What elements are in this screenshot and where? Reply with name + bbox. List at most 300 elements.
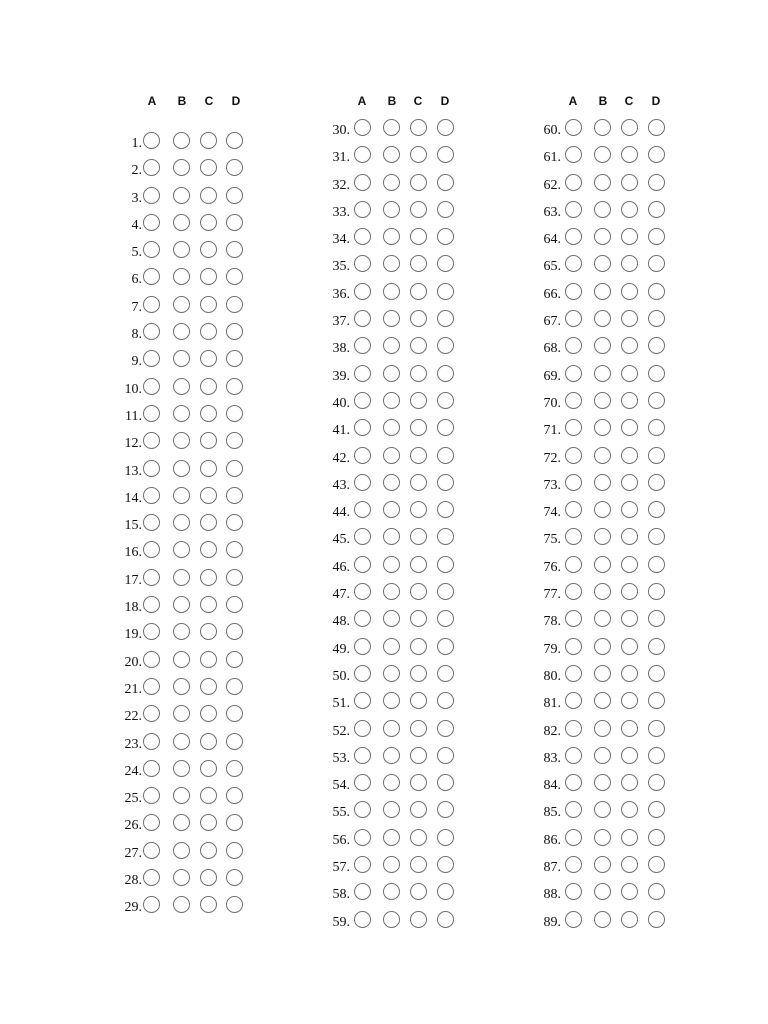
answer-bubble-d[interactable] bbox=[226, 541, 243, 558]
answer-bubble-a[interactable] bbox=[565, 692, 582, 709]
answer-bubble-d[interactable] bbox=[648, 365, 665, 382]
answer-bubble-b[interactable] bbox=[594, 392, 611, 409]
answer-bubble-d[interactable] bbox=[437, 119, 454, 136]
answer-bubble-d[interactable] bbox=[226, 159, 243, 176]
answer-bubble-c[interactable] bbox=[410, 255, 427, 272]
answer-bubble-a[interactable] bbox=[565, 747, 582, 764]
answer-bubble-c[interactable] bbox=[410, 774, 427, 791]
answer-bubble-c[interactable] bbox=[621, 911, 638, 928]
answer-bubble-a[interactable] bbox=[565, 528, 582, 545]
answer-bubble-b[interactable] bbox=[173, 787, 190, 804]
answer-bubble-a[interactable] bbox=[143, 350, 160, 367]
answer-bubble-d[interactable] bbox=[648, 747, 665, 764]
answer-bubble-c[interactable] bbox=[621, 774, 638, 791]
answer-bubble-a[interactable] bbox=[565, 856, 582, 873]
answer-bubble-d[interactable] bbox=[648, 201, 665, 218]
answer-bubble-b[interactable] bbox=[594, 474, 611, 491]
answer-bubble-b[interactable] bbox=[594, 774, 611, 791]
answer-bubble-a[interactable] bbox=[143, 842, 160, 859]
answer-bubble-b[interactable] bbox=[594, 883, 611, 900]
answer-bubble-a[interactable] bbox=[565, 310, 582, 327]
answer-bubble-d[interactable] bbox=[648, 474, 665, 491]
answer-bubble-b[interactable] bbox=[594, 720, 611, 737]
answer-bubble-c[interactable] bbox=[200, 787, 217, 804]
answer-bubble-b[interactable] bbox=[383, 665, 400, 682]
answer-bubble-c[interactable] bbox=[410, 174, 427, 191]
answer-bubble-c[interactable] bbox=[200, 705, 217, 722]
answer-bubble-c[interactable] bbox=[621, 638, 638, 655]
answer-bubble-a[interactable] bbox=[354, 228, 371, 245]
answer-bubble-b[interactable] bbox=[594, 310, 611, 327]
answer-bubble-c[interactable] bbox=[200, 378, 217, 395]
answer-bubble-d[interactable] bbox=[437, 856, 454, 873]
answer-bubble-d[interactable] bbox=[437, 665, 454, 682]
answer-bubble-a[interactable] bbox=[143, 787, 160, 804]
answer-bubble-a[interactable] bbox=[354, 392, 371, 409]
answer-bubble-a[interactable] bbox=[565, 337, 582, 354]
answer-bubble-d[interactable] bbox=[437, 638, 454, 655]
answer-bubble-a[interactable] bbox=[354, 747, 371, 764]
answer-bubble-d[interactable] bbox=[648, 720, 665, 737]
answer-bubble-b[interactable] bbox=[383, 228, 400, 245]
answer-bubble-d[interactable] bbox=[226, 760, 243, 777]
answer-bubble-a[interactable] bbox=[354, 310, 371, 327]
answer-bubble-a[interactable] bbox=[565, 392, 582, 409]
answer-bubble-a[interactable] bbox=[354, 255, 371, 272]
answer-bubble-d[interactable] bbox=[226, 569, 243, 586]
answer-bubble-c[interactable] bbox=[621, 583, 638, 600]
answer-bubble-c[interactable] bbox=[410, 856, 427, 873]
answer-bubble-c[interactable] bbox=[200, 651, 217, 668]
answer-bubble-a[interactable] bbox=[354, 801, 371, 818]
answer-bubble-c[interactable] bbox=[200, 814, 217, 831]
answer-bubble-c[interactable] bbox=[410, 692, 427, 709]
answer-bubble-c[interactable] bbox=[200, 296, 217, 313]
answer-bubble-d[interactable] bbox=[648, 638, 665, 655]
answer-bubble-a[interactable] bbox=[565, 883, 582, 900]
answer-bubble-b[interactable] bbox=[594, 119, 611, 136]
answer-bubble-a[interactable] bbox=[143, 487, 160, 504]
answer-bubble-a[interactable] bbox=[565, 556, 582, 573]
answer-bubble-a[interactable] bbox=[354, 829, 371, 846]
answer-bubble-c[interactable] bbox=[621, 283, 638, 300]
answer-bubble-d[interactable] bbox=[226, 241, 243, 258]
answer-bubble-a[interactable] bbox=[143, 432, 160, 449]
answer-bubble-d[interactable] bbox=[437, 146, 454, 163]
answer-bubble-a[interactable] bbox=[354, 856, 371, 873]
answer-bubble-a[interactable] bbox=[143, 268, 160, 285]
answer-bubble-c[interactable] bbox=[410, 474, 427, 491]
answer-bubble-d[interactable] bbox=[648, 119, 665, 136]
answer-bubble-c[interactable] bbox=[410, 528, 427, 545]
answer-bubble-c[interactable] bbox=[200, 596, 217, 613]
answer-bubble-d[interactable] bbox=[226, 623, 243, 640]
answer-bubble-a[interactable] bbox=[354, 119, 371, 136]
answer-bubble-b[interactable] bbox=[383, 638, 400, 655]
answer-bubble-a[interactable] bbox=[354, 419, 371, 436]
answer-bubble-d[interactable] bbox=[437, 419, 454, 436]
answer-bubble-a[interactable] bbox=[143, 569, 160, 586]
answer-bubble-c[interactable] bbox=[621, 474, 638, 491]
answer-bubble-d[interactable] bbox=[226, 405, 243, 422]
answer-bubble-d[interactable] bbox=[226, 896, 243, 913]
answer-bubble-b[interactable] bbox=[173, 760, 190, 777]
answer-bubble-b[interactable] bbox=[383, 174, 400, 191]
answer-bubble-c[interactable] bbox=[200, 896, 217, 913]
answer-bubble-b[interactable] bbox=[383, 747, 400, 764]
answer-bubble-b[interactable] bbox=[173, 896, 190, 913]
answer-bubble-c[interactable] bbox=[621, 365, 638, 382]
answer-bubble-d[interactable] bbox=[437, 255, 454, 272]
answer-bubble-c[interactable] bbox=[200, 678, 217, 695]
answer-bubble-c[interactable] bbox=[410, 610, 427, 627]
answer-bubble-b[interactable] bbox=[594, 692, 611, 709]
answer-bubble-a[interactable] bbox=[354, 174, 371, 191]
answer-bubble-b[interactable] bbox=[594, 583, 611, 600]
answer-bubble-c[interactable] bbox=[410, 119, 427, 136]
answer-bubble-b[interactable] bbox=[383, 528, 400, 545]
answer-bubble-a[interactable] bbox=[565, 474, 582, 491]
answer-bubble-a[interactable] bbox=[354, 556, 371, 573]
answer-bubble-d[interactable] bbox=[226, 733, 243, 750]
answer-bubble-c[interactable] bbox=[410, 501, 427, 518]
answer-bubble-d[interactable] bbox=[437, 365, 454, 382]
answer-bubble-a[interactable] bbox=[143, 596, 160, 613]
answer-bubble-b[interactable] bbox=[594, 255, 611, 272]
answer-bubble-d[interactable] bbox=[226, 187, 243, 204]
answer-bubble-c[interactable] bbox=[621, 856, 638, 873]
answer-bubble-c[interactable] bbox=[410, 419, 427, 436]
answer-bubble-b[interactable] bbox=[173, 569, 190, 586]
answer-bubble-b[interactable] bbox=[383, 829, 400, 846]
answer-bubble-b[interactable] bbox=[383, 856, 400, 873]
answer-bubble-a[interactable] bbox=[565, 665, 582, 682]
answer-bubble-c[interactable] bbox=[621, 146, 638, 163]
answer-bubble-a[interactable] bbox=[354, 720, 371, 737]
answer-bubble-c[interactable] bbox=[200, 569, 217, 586]
answer-bubble-a[interactable] bbox=[143, 323, 160, 340]
answer-bubble-c[interactable] bbox=[200, 214, 217, 231]
answer-bubble-d[interactable] bbox=[437, 556, 454, 573]
answer-bubble-c[interactable] bbox=[200, 514, 217, 531]
answer-bubble-b[interactable] bbox=[383, 610, 400, 627]
answer-bubble-d[interactable] bbox=[437, 392, 454, 409]
answer-bubble-b[interactable] bbox=[383, 801, 400, 818]
answer-bubble-d[interactable] bbox=[437, 774, 454, 791]
answer-bubble-d[interactable] bbox=[226, 460, 243, 477]
answer-bubble-a[interactable] bbox=[143, 132, 160, 149]
answer-bubble-d[interactable] bbox=[437, 883, 454, 900]
answer-bubble-c[interactable] bbox=[621, 829, 638, 846]
answer-bubble-a[interactable] bbox=[354, 883, 371, 900]
answer-bubble-a[interactable] bbox=[143, 460, 160, 477]
answer-bubble-b[interactable] bbox=[173, 187, 190, 204]
answer-bubble-c[interactable] bbox=[621, 610, 638, 627]
answer-bubble-b[interactable] bbox=[594, 146, 611, 163]
answer-bubble-d[interactable] bbox=[437, 583, 454, 600]
answer-bubble-d[interactable] bbox=[226, 514, 243, 531]
answer-bubble-b[interactable] bbox=[383, 283, 400, 300]
answer-bubble-c[interactable] bbox=[410, 883, 427, 900]
answer-bubble-c[interactable] bbox=[621, 801, 638, 818]
answer-bubble-a[interactable] bbox=[565, 119, 582, 136]
answer-bubble-a[interactable] bbox=[565, 638, 582, 655]
answer-bubble-c[interactable] bbox=[410, 556, 427, 573]
answer-bubble-d[interactable] bbox=[226, 350, 243, 367]
answer-bubble-c[interactable] bbox=[621, 174, 638, 191]
answer-bubble-b[interactable] bbox=[173, 487, 190, 504]
answer-bubble-a[interactable] bbox=[565, 447, 582, 464]
answer-bubble-d[interactable] bbox=[226, 787, 243, 804]
answer-bubble-d[interactable] bbox=[437, 310, 454, 327]
answer-bubble-a[interactable] bbox=[354, 583, 371, 600]
answer-bubble-c[interactable] bbox=[410, 665, 427, 682]
answer-bubble-b[interactable] bbox=[594, 610, 611, 627]
answer-bubble-c[interactable] bbox=[621, 337, 638, 354]
answer-bubble-d[interactable] bbox=[648, 528, 665, 545]
answer-bubble-b[interactable] bbox=[383, 774, 400, 791]
answer-bubble-c[interactable] bbox=[200, 159, 217, 176]
answer-bubble-c[interactable] bbox=[200, 541, 217, 558]
answer-bubble-b[interactable] bbox=[594, 174, 611, 191]
answer-bubble-d[interactable] bbox=[226, 705, 243, 722]
answer-bubble-a[interactable] bbox=[354, 774, 371, 791]
answer-bubble-b[interactable] bbox=[383, 392, 400, 409]
answer-bubble-a[interactable] bbox=[354, 692, 371, 709]
answer-bubble-c[interactable] bbox=[621, 528, 638, 545]
answer-bubble-d[interactable] bbox=[226, 214, 243, 231]
answer-bubble-b[interactable] bbox=[173, 460, 190, 477]
answer-bubble-a[interactable] bbox=[143, 405, 160, 422]
answer-bubble-b[interactable] bbox=[383, 474, 400, 491]
answer-bubble-c[interactable] bbox=[410, 283, 427, 300]
answer-bubble-a[interactable] bbox=[354, 610, 371, 627]
answer-bubble-c[interactable] bbox=[410, 337, 427, 354]
answer-bubble-d[interactable] bbox=[437, 528, 454, 545]
answer-bubble-b[interactable] bbox=[383, 337, 400, 354]
answer-bubble-a[interactable] bbox=[565, 610, 582, 627]
answer-bubble-a[interactable] bbox=[565, 720, 582, 737]
answer-bubble-a[interactable] bbox=[143, 623, 160, 640]
answer-bubble-c[interactable] bbox=[200, 268, 217, 285]
answer-bubble-d[interactable] bbox=[648, 774, 665, 791]
answer-bubble-d[interactable] bbox=[648, 801, 665, 818]
answer-bubble-c[interactable] bbox=[410, 583, 427, 600]
answer-bubble-b[interactable] bbox=[594, 228, 611, 245]
answer-bubble-d[interactable] bbox=[226, 842, 243, 859]
answer-bubble-c[interactable] bbox=[200, 460, 217, 477]
answer-bubble-c[interactable] bbox=[621, 419, 638, 436]
answer-bubble-b[interactable] bbox=[594, 556, 611, 573]
answer-bubble-b[interactable] bbox=[383, 911, 400, 928]
answer-bubble-a[interactable] bbox=[565, 583, 582, 600]
answer-bubble-a[interactable] bbox=[143, 187, 160, 204]
answer-bubble-b[interactable] bbox=[383, 501, 400, 518]
answer-bubble-a[interactable] bbox=[143, 514, 160, 531]
answer-bubble-a[interactable] bbox=[354, 474, 371, 491]
answer-bubble-d[interactable] bbox=[648, 337, 665, 354]
answer-bubble-b[interactable] bbox=[594, 911, 611, 928]
answer-bubble-c[interactable] bbox=[200, 187, 217, 204]
answer-bubble-a[interactable] bbox=[354, 501, 371, 518]
answer-bubble-d[interactable] bbox=[437, 447, 454, 464]
answer-bubble-c[interactable] bbox=[410, 365, 427, 382]
answer-bubble-b[interactable] bbox=[594, 665, 611, 682]
answer-bubble-b[interactable] bbox=[173, 296, 190, 313]
answer-bubble-a[interactable] bbox=[565, 283, 582, 300]
answer-bubble-c[interactable] bbox=[621, 392, 638, 409]
answer-bubble-a[interactable] bbox=[143, 869, 160, 886]
answer-bubble-c[interactable] bbox=[200, 132, 217, 149]
answer-bubble-a[interactable] bbox=[565, 146, 582, 163]
answer-bubble-b[interactable] bbox=[173, 842, 190, 859]
answer-bubble-a[interactable] bbox=[354, 146, 371, 163]
answer-bubble-d[interactable] bbox=[437, 283, 454, 300]
answer-bubble-d[interactable] bbox=[648, 501, 665, 518]
answer-bubble-c[interactable] bbox=[200, 733, 217, 750]
answer-bubble-a[interactable] bbox=[565, 774, 582, 791]
answer-bubble-a[interactable] bbox=[565, 801, 582, 818]
answer-bubble-c[interactable] bbox=[621, 883, 638, 900]
answer-bubble-b[interactable] bbox=[173, 268, 190, 285]
answer-bubble-c[interactable] bbox=[200, 760, 217, 777]
answer-bubble-b[interactable] bbox=[173, 214, 190, 231]
answer-bubble-a[interactable] bbox=[565, 365, 582, 382]
answer-bubble-d[interactable] bbox=[437, 829, 454, 846]
answer-bubble-b[interactable] bbox=[594, 365, 611, 382]
answer-bubble-a[interactable] bbox=[143, 896, 160, 913]
answer-bubble-b[interactable] bbox=[383, 255, 400, 272]
answer-bubble-a[interactable] bbox=[565, 501, 582, 518]
answer-bubble-d[interactable] bbox=[226, 296, 243, 313]
answer-bubble-b[interactable] bbox=[594, 419, 611, 436]
answer-bubble-d[interactable] bbox=[226, 814, 243, 831]
answer-bubble-a[interactable] bbox=[354, 365, 371, 382]
answer-bubble-b[interactable] bbox=[173, 241, 190, 258]
answer-bubble-c[interactable] bbox=[410, 310, 427, 327]
answer-bubble-b[interactable] bbox=[173, 623, 190, 640]
answer-bubble-a[interactable] bbox=[565, 911, 582, 928]
answer-bubble-d[interactable] bbox=[437, 174, 454, 191]
answer-bubble-b[interactable] bbox=[383, 556, 400, 573]
answer-bubble-a[interactable] bbox=[143, 241, 160, 258]
answer-bubble-d[interactable] bbox=[226, 132, 243, 149]
answer-bubble-c[interactable] bbox=[621, 228, 638, 245]
answer-bubble-d[interactable] bbox=[226, 378, 243, 395]
answer-bubble-d[interactable] bbox=[437, 474, 454, 491]
answer-bubble-c[interactable] bbox=[621, 692, 638, 709]
answer-bubble-d[interactable] bbox=[226, 869, 243, 886]
answer-bubble-b[interactable] bbox=[173, 869, 190, 886]
answer-bubble-d[interactable] bbox=[226, 323, 243, 340]
answer-bubble-c[interactable] bbox=[621, 201, 638, 218]
answer-bubble-b[interactable] bbox=[383, 146, 400, 163]
answer-bubble-d[interactable] bbox=[648, 392, 665, 409]
answer-bubble-c[interactable] bbox=[410, 228, 427, 245]
answer-bubble-a[interactable] bbox=[143, 651, 160, 668]
answer-bubble-a[interactable] bbox=[143, 541, 160, 558]
answer-bubble-c[interactable] bbox=[410, 829, 427, 846]
answer-bubble-a[interactable] bbox=[143, 814, 160, 831]
answer-bubble-d[interactable] bbox=[648, 692, 665, 709]
answer-bubble-d[interactable] bbox=[226, 432, 243, 449]
answer-bubble-b[interactable] bbox=[173, 405, 190, 422]
answer-bubble-a[interactable] bbox=[565, 829, 582, 846]
answer-bubble-c[interactable] bbox=[621, 720, 638, 737]
answer-bubble-c[interactable] bbox=[410, 392, 427, 409]
answer-bubble-b[interactable] bbox=[383, 692, 400, 709]
answer-bubble-d[interactable] bbox=[648, 883, 665, 900]
answer-bubble-b[interactable] bbox=[594, 337, 611, 354]
answer-bubble-b[interactable] bbox=[173, 814, 190, 831]
answer-bubble-d[interactable] bbox=[648, 174, 665, 191]
answer-bubble-c[interactable] bbox=[621, 747, 638, 764]
answer-bubble-d[interactable] bbox=[437, 501, 454, 518]
answer-bubble-c[interactable] bbox=[621, 556, 638, 573]
answer-bubble-a[interactable] bbox=[565, 419, 582, 436]
answer-bubble-d[interactable] bbox=[437, 720, 454, 737]
answer-bubble-c[interactable] bbox=[410, 146, 427, 163]
answer-bubble-d[interactable] bbox=[437, 747, 454, 764]
answer-bubble-b[interactable] bbox=[173, 514, 190, 531]
answer-bubble-c[interactable] bbox=[410, 720, 427, 737]
answer-bubble-a[interactable] bbox=[354, 665, 371, 682]
answer-bubble-b[interactable] bbox=[383, 720, 400, 737]
answer-bubble-a[interactable] bbox=[565, 228, 582, 245]
answer-bubble-b[interactable] bbox=[173, 733, 190, 750]
answer-bubble-d[interactable] bbox=[226, 487, 243, 504]
answer-bubble-d[interactable] bbox=[648, 255, 665, 272]
answer-bubble-b[interactable] bbox=[173, 596, 190, 613]
answer-bubble-b[interactable] bbox=[383, 119, 400, 136]
answer-bubble-b[interactable] bbox=[173, 378, 190, 395]
answer-bubble-a[interactable] bbox=[143, 214, 160, 231]
answer-bubble-d[interactable] bbox=[437, 228, 454, 245]
answer-bubble-d[interactable] bbox=[648, 419, 665, 436]
answer-bubble-a[interactable] bbox=[143, 159, 160, 176]
answer-bubble-b[interactable] bbox=[383, 365, 400, 382]
answer-bubble-d[interactable] bbox=[648, 829, 665, 846]
answer-bubble-b[interactable] bbox=[383, 201, 400, 218]
answer-bubble-d[interactable] bbox=[437, 692, 454, 709]
answer-bubble-c[interactable] bbox=[200, 869, 217, 886]
answer-bubble-d[interactable] bbox=[648, 665, 665, 682]
answer-bubble-b[interactable] bbox=[594, 747, 611, 764]
answer-bubble-c[interactable] bbox=[200, 241, 217, 258]
answer-bubble-b[interactable] bbox=[383, 447, 400, 464]
answer-bubble-b[interactable] bbox=[594, 528, 611, 545]
answer-bubble-b[interactable] bbox=[173, 541, 190, 558]
answer-bubble-c[interactable] bbox=[200, 487, 217, 504]
answer-bubble-a[interactable] bbox=[354, 911, 371, 928]
answer-bubble-a[interactable] bbox=[354, 337, 371, 354]
answer-bubble-a[interactable] bbox=[354, 283, 371, 300]
answer-bubble-c[interactable] bbox=[410, 747, 427, 764]
answer-bubble-a[interactable] bbox=[143, 678, 160, 695]
answer-bubble-b[interactable] bbox=[594, 638, 611, 655]
answer-bubble-d[interactable] bbox=[437, 911, 454, 928]
answer-bubble-d[interactable] bbox=[648, 556, 665, 573]
answer-bubble-b[interactable] bbox=[173, 350, 190, 367]
answer-bubble-b[interactable] bbox=[594, 829, 611, 846]
answer-bubble-c[interactable] bbox=[410, 447, 427, 464]
answer-bubble-b[interactable] bbox=[173, 651, 190, 668]
answer-bubble-d[interactable] bbox=[648, 310, 665, 327]
answer-bubble-b[interactable] bbox=[383, 419, 400, 436]
answer-bubble-d[interactable] bbox=[226, 678, 243, 695]
answer-bubble-c[interactable] bbox=[621, 119, 638, 136]
answer-bubble-c[interactable] bbox=[200, 323, 217, 340]
